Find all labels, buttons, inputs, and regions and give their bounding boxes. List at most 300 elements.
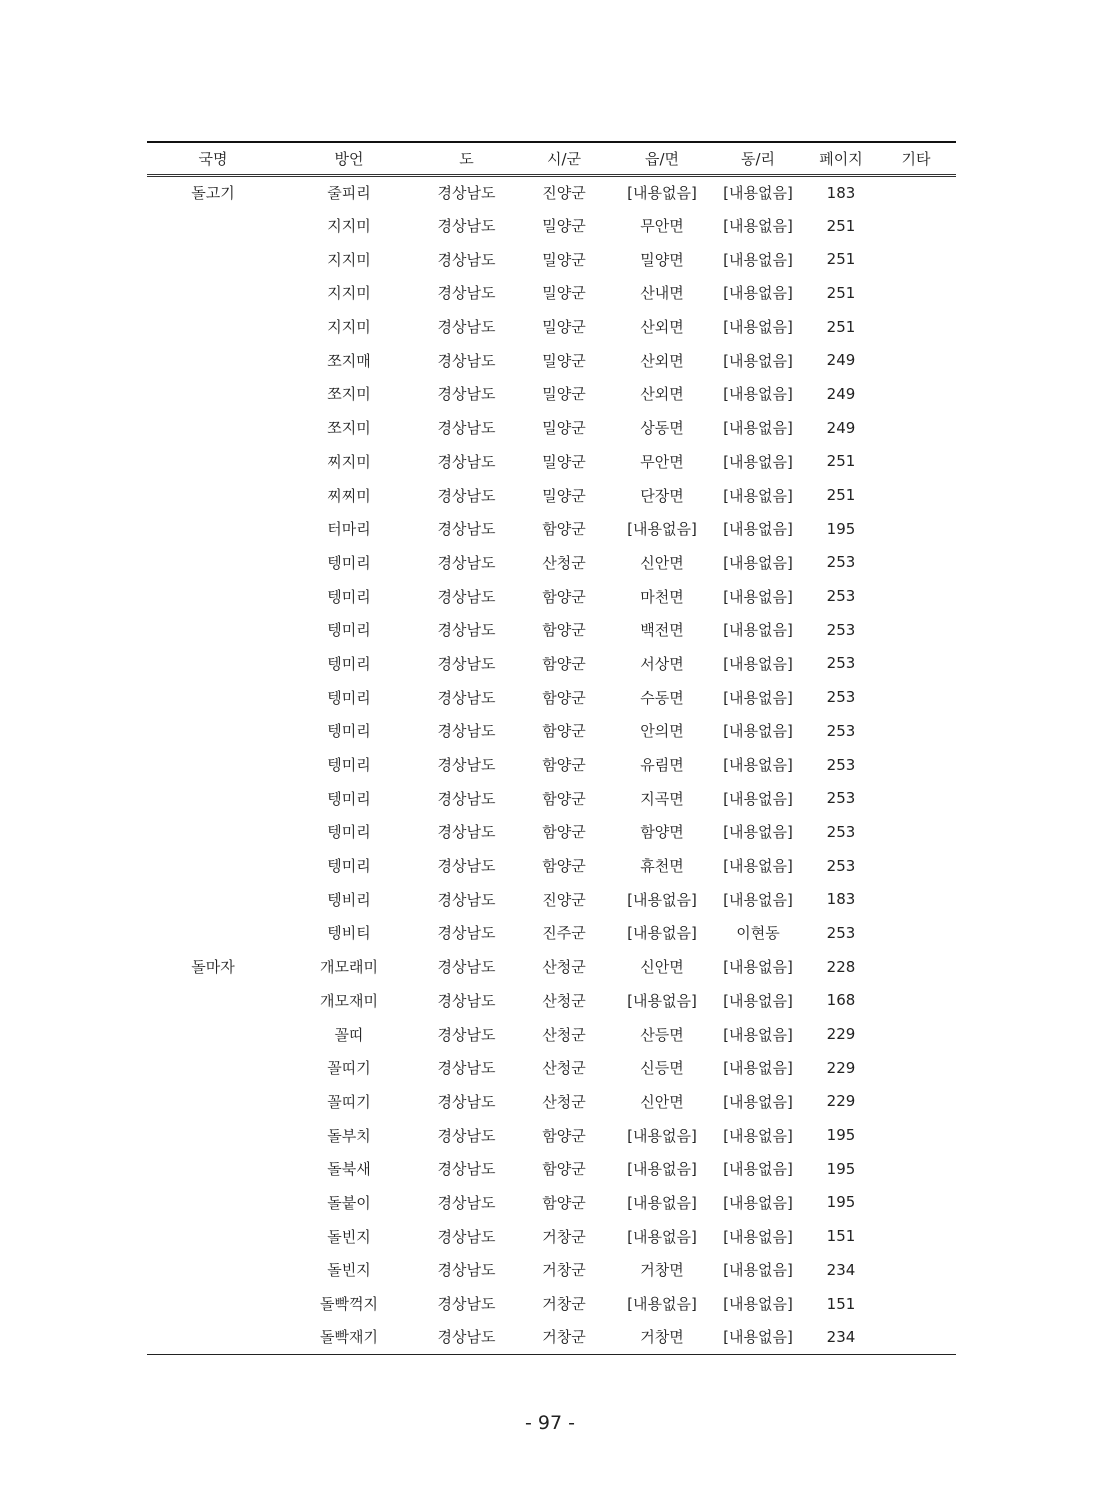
table-row — [147, 1320, 956, 1354]
cell-province: 경상남도 — [437, 1295, 496, 1314]
table-row — [147, 579, 956, 613]
cell-dialect: 꼴띠기 — [327, 1092, 371, 1111]
cell-other — [876, 1085, 956, 1119]
cell-town: [내용없음] — [627, 991, 697, 1010]
cell-species-name — [147, 343, 279, 377]
cell-village: [내용없음] — [723, 1193, 793, 1212]
cell-species-name — [147, 445, 279, 479]
cell-dialect: 찌찌미 — [327, 486, 371, 505]
cell-village: [내용없음] — [723, 857, 793, 876]
cell-province: 경상남도 — [437, 857, 496, 876]
cell-species-name: 돌마자 — [191, 958, 235, 977]
cell-species-name — [147, 411, 279, 445]
cell-other — [876, 748, 956, 782]
cell-town: 거창면 — [640, 1261, 684, 1280]
cell-other — [876, 478, 956, 512]
cell-other — [876, 916, 956, 950]
cell-city-county: 밀양군 — [542, 284, 586, 303]
cell-dialect: 텡미리 — [327, 722, 371, 741]
cell-province: 경상남도 — [437, 1059, 496, 1078]
cell-other — [876, 209, 956, 243]
cell-dialect: 돌빈지 — [327, 1261, 371, 1280]
cell-city-county: 진양군 — [542, 184, 586, 203]
cell-city-county: 함양군 — [542, 654, 586, 673]
table-row — [147, 343, 956, 377]
cell-species-name — [147, 1017, 279, 1051]
cell-city-county: 밀양군 — [542, 486, 586, 505]
cell-other — [876, 1051, 956, 1085]
cell-city-county: 산청군 — [542, 1059, 586, 1078]
cell-species-name — [147, 1152, 279, 1186]
cell-dialect: 텡비티 — [327, 924, 371, 943]
cell-page: 249 — [826, 418, 856, 437]
cell-species-name — [147, 613, 279, 647]
cell-town: 산외면 — [640, 385, 684, 404]
cell-dialect: 지지미 — [327, 217, 371, 236]
cell-species-name — [147, 647, 279, 681]
table-row — [147, 613, 956, 647]
cell-town: 산외면 — [640, 351, 684, 370]
cell-dialect: 텡미리 — [327, 587, 371, 606]
header-dialect: 방언 — [279, 142, 419, 175]
table-row — [147, 916, 956, 950]
cell-page: 253 — [826, 553, 856, 572]
cell-city-county: 진양군 — [542, 890, 586, 909]
cell-dialect: 꼴띠 — [334, 1025, 364, 1044]
cell-city-county: 함양군 — [542, 1193, 586, 1212]
cell-village: [내용없음] — [723, 1059, 793, 1078]
cell-species-name — [147, 781, 279, 815]
cell-city-county: 함양군 — [542, 756, 586, 775]
table-row — [147, 512, 956, 546]
cell-other — [876, 1287, 956, 1321]
table-row — [147, 276, 956, 310]
cell-town: 단장면 — [640, 486, 684, 505]
cell-other — [876, 1152, 956, 1186]
cell-town: 무안면 — [640, 452, 684, 471]
table-row — [147, 1253, 956, 1287]
cell-species-name — [147, 714, 279, 748]
cell-species-name — [147, 1219, 279, 1253]
cell-page: 195 — [826, 1126, 856, 1145]
header-town: 읍/면 — [614, 142, 710, 175]
cell-species-name — [147, 242, 279, 276]
table-row — [147, 242, 956, 276]
cell-village: [내용없음] — [723, 587, 793, 606]
cell-town: 백전면 — [640, 621, 684, 640]
cell-village: [내용없음] — [723, 452, 793, 471]
cell-province: 경상남도 — [437, 351, 496, 370]
cell-village: [내용없음] — [723, 553, 793, 572]
cell-species-name — [147, 748, 279, 782]
cell-town: [내용없음] — [627, 1126, 697, 1145]
cell-village: [내용없음] — [723, 1227, 793, 1246]
cell-province: 경상남도 — [437, 991, 496, 1010]
cell-dialect: 텡비리 — [327, 890, 371, 909]
header-page: 페이지 — [806, 142, 876, 175]
cell-page: 195 — [826, 1193, 856, 1212]
cell-village: [내용없음] — [723, 217, 793, 236]
cell-town: 함양면 — [640, 823, 684, 842]
cell-other — [876, 950, 956, 984]
cell-other — [876, 310, 956, 344]
cell-other — [876, 849, 956, 883]
cell-city-county: 함양군 — [542, 587, 586, 606]
cell-dialect: 쪼지미 — [327, 385, 371, 404]
cell-dialect: 꼴띠기 — [327, 1059, 371, 1078]
cell-province: 경상남도 — [437, 284, 496, 303]
table-row — [147, 680, 956, 714]
cell-village: [내용없음] — [723, 1295, 793, 1314]
table-row — [147, 310, 956, 344]
cell-village: [내용없음] — [723, 688, 793, 707]
cell-city-county: 산청군 — [542, 553, 586, 572]
cell-village: [내용없음] — [710, 1320, 806, 1354]
cell-village: [내용없음] — [723, 1092, 793, 1111]
cell-dialect: 줄피리 — [327, 184, 371, 203]
cell-town: [내용없음] — [627, 1295, 697, 1314]
cell-province: 경상남도 — [437, 318, 496, 337]
cell-town: 거창면 — [614, 1320, 710, 1354]
cell-town: 지곡면 — [640, 789, 684, 808]
cell-village: [내용없음] — [723, 419, 793, 438]
cell-page: 251 — [826, 452, 856, 471]
cell-dialect: 찌지미 — [327, 452, 371, 471]
table-body — [147, 175, 956, 1354]
cell-species-name — [147, 276, 279, 310]
cell-species-name — [147, 546, 279, 580]
dialect-table — [147, 141, 956, 1355]
cell-page: 195 — [826, 1159, 856, 1178]
table-row — [147, 1152, 956, 1186]
cell-village: [내용없음] — [723, 654, 793, 673]
cell-province: 경상남도 — [437, 587, 496, 606]
cell-dialect: 쪼지매 — [327, 351, 371, 370]
cell-species-name — [147, 209, 279, 243]
cell-province: 경상남도 — [437, 385, 496, 404]
cell-page: 251 — [826, 317, 856, 336]
cell-town: 유림면 — [640, 756, 684, 775]
table-row — [147, 411, 956, 445]
cell-page: 234 — [826, 1260, 856, 1279]
table-row — [147, 815, 956, 849]
cell-town: 상동면 — [640, 419, 684, 438]
cell-species-name — [147, 579, 279, 613]
cell-species-name — [147, 1051, 279, 1085]
cell-city-county: 산청군 — [542, 991, 586, 1010]
table-row — [147, 546, 956, 580]
cell-dialect: 개모재미 — [320, 991, 378, 1010]
cell-city-county: 거창군 — [542, 1295, 586, 1314]
cell-province: 경상남도 — [437, 688, 496, 707]
cell-province: 경상남도 — [419, 1320, 514, 1354]
cell-page: 253 — [826, 789, 856, 808]
cell-province: 경상남도 — [437, 1126, 496, 1145]
cell-city-county: 밀양군 — [542, 217, 586, 236]
cell-page: 253 — [826, 688, 856, 707]
table-row — [147, 1186, 956, 1220]
cell-dialect: 돌부치 — [327, 1126, 371, 1145]
table-row — [147, 849, 956, 883]
cell-other — [876, 546, 956, 580]
cell-province: 경상남도 — [437, 250, 496, 269]
cell-page: 253 — [826, 587, 856, 606]
cell-other — [876, 1253, 956, 1287]
table-header — [147, 142, 956, 175]
cell-species-name — [147, 310, 279, 344]
cell-page: 183 — [826, 890, 856, 909]
table-row — [147, 1287, 956, 1321]
cell-city-county: 거창군 — [542, 1227, 586, 1246]
cell-province: 경상남도 — [437, 1160, 496, 1179]
cell-village: [내용없음] — [723, 351, 793, 370]
cell-other — [876, 1320, 956, 1354]
cell-dialect: 텡미리 — [327, 823, 371, 842]
cell-province: 경상남도 — [437, 722, 496, 741]
cell-other — [876, 613, 956, 647]
cell-town: [내용없음] — [627, 890, 697, 909]
cell-village: [내용없음] — [723, 789, 793, 808]
cell-other — [876, 815, 956, 849]
cell-species-name — [147, 1118, 279, 1152]
cell-dialect: 텡미리 — [327, 789, 371, 808]
cell-town: 휴천면 — [640, 857, 684, 876]
table-row — [147, 377, 956, 411]
header-row — [147, 142, 956, 175]
cell-city-county: 함양군 — [542, 520, 586, 539]
cell-village: [내용없음] — [723, 318, 793, 337]
cell-town: 산내면 — [640, 284, 684, 303]
cell-city-county: 함양군 — [542, 621, 586, 640]
cell-page: 249 — [826, 384, 856, 403]
cell-page: 253 — [826, 721, 856, 740]
cell-city-county: 밀양군 — [542, 318, 586, 337]
cell-town: 신안면 — [640, 553, 684, 572]
cell-province: 경상남도 — [437, 452, 496, 471]
cell-other — [876, 276, 956, 310]
cell-province: 경상남도 — [437, 1193, 496, 1212]
cell-other — [876, 882, 956, 916]
table-row — [147, 781, 956, 815]
cell-village: [내용없음] — [723, 958, 793, 977]
cell-province: 경상남도 — [437, 890, 496, 909]
cell-page: 251 — [826, 486, 856, 505]
table-row — [147, 1118, 956, 1152]
cell-dialect: 돌빈지 — [327, 1227, 371, 1246]
cell-species-name — [147, 1253, 279, 1287]
cell-other — [876, 647, 956, 681]
cell-town: 산외면 — [640, 318, 684, 337]
cell-other — [876, 343, 956, 377]
cell-species-name — [147, 478, 279, 512]
cell-province: 경상남도 — [437, 184, 496, 203]
cell-page: 151 — [826, 1227, 856, 1246]
table-row — [147, 714, 956, 748]
cell-province: 경상남도 — [437, 756, 496, 775]
cell-page: 151 — [826, 1294, 856, 1313]
cell-village: [내용없음] — [723, 1261, 793, 1280]
table-row — [147, 478, 956, 512]
cell-dialect: 텡미리 — [327, 756, 371, 775]
cell-species-name — [147, 1186, 279, 1220]
header-city-county: 시/군 — [514, 142, 614, 175]
cell-city-county: 함양군 — [542, 688, 586, 707]
cell-dialect: 쪼지미 — [327, 419, 371, 438]
table-row — [147, 209, 956, 243]
cell-species-name — [147, 1085, 279, 1119]
cell-province: 경상남도 — [437, 419, 496, 438]
cell-page: 251 — [826, 250, 856, 269]
cell-town: [내용없음] — [627, 1193, 697, 1212]
header-province: 도 — [419, 142, 514, 175]
cell-city-county: 함양군 — [542, 1126, 586, 1145]
cell-species-name — [147, 512, 279, 546]
cell-dialect: 텡미리 — [327, 621, 371, 640]
cell-other — [876, 1017, 956, 1051]
cell-town: 밀양면 — [640, 250, 684, 269]
cell-village: [내용없음] — [723, 1160, 793, 1179]
cell-village: [내용없음] — [723, 823, 793, 842]
cell-species-name — [147, 815, 279, 849]
header-species-name: 국명 — [147, 142, 279, 175]
cell-village: [내용없음] — [723, 621, 793, 640]
dialect-table-container — [147, 141, 956, 1355]
cell-village: [내용없음] — [723, 991, 793, 1010]
cell-dialect: 돌빡재기 — [279, 1320, 419, 1354]
cell-page: 251 — [826, 283, 856, 302]
cell-village: [내용없음] — [723, 520, 793, 539]
cell-species-name — [147, 680, 279, 714]
cell-page: 234 — [806, 1320, 876, 1354]
cell-other — [876, 1118, 956, 1152]
cell-province: 경상남도 — [437, 621, 496, 640]
cell-city-county: 함양군 — [542, 722, 586, 741]
cell-province: 경상남도 — [437, 520, 496, 539]
table-row — [147, 1051, 956, 1085]
cell-province: 경상남도 — [437, 1227, 496, 1246]
table-row — [147, 950, 956, 984]
cell-page: 195 — [826, 519, 856, 538]
cell-town: 산등면 — [640, 1025, 684, 1044]
cell-village: [내용없음] — [723, 385, 793, 404]
cell-species-name — [147, 849, 279, 883]
cell-page: 253 — [826, 856, 856, 875]
table-row — [147, 748, 956, 782]
table-row — [147, 984, 956, 1018]
cell-other — [876, 781, 956, 815]
cell-dialect: 터마리 — [327, 520, 371, 539]
cell-species-name — [147, 984, 279, 1018]
cell-village: [내용없음] — [723, 184, 793, 203]
cell-city-county: 밀양군 — [542, 250, 586, 269]
header-other: 기타 — [876, 142, 956, 175]
cell-page: 229 — [826, 1058, 856, 1077]
cell-city-county: 밀양군 — [542, 351, 586, 370]
cell-dialect: 지지미 — [327, 318, 371, 337]
table-row — [147, 1219, 956, 1253]
table-row — [147, 882, 956, 916]
cell-dialect: 텡미리 — [327, 553, 371, 572]
cell-village: [내용없음] — [723, 890, 793, 909]
cell-town: 신등면 — [640, 1059, 684, 1078]
cell-page: 253 — [826, 654, 856, 673]
cell-page: 229 — [826, 1025, 856, 1044]
cell-town: 서상면 — [640, 654, 684, 673]
cell-city-county: 밀양군 — [542, 385, 586, 404]
cell-city-county: 함양군 — [542, 1160, 586, 1179]
table-row — [147, 445, 956, 479]
table-row — [147, 647, 956, 681]
cell-other — [876, 411, 956, 445]
cell-town: 무안면 — [640, 217, 684, 236]
cell-town: 신안면 — [640, 958, 684, 977]
cell-city-county: 거창군 — [514, 1320, 614, 1354]
cell-province: 경상남도 — [437, 789, 496, 808]
cell-province: 경상남도 — [437, 486, 496, 505]
cell-dialect: 돌붙이 — [327, 1193, 371, 1212]
cell-province: 경상남도 — [437, 654, 496, 673]
table-row — [147, 1085, 956, 1119]
cell-dialect: 돌북새 — [327, 1160, 371, 1179]
cell-town: 신안면 — [640, 1092, 684, 1111]
cell-town: [내용없음] — [627, 1227, 697, 1246]
cell-dialect: 텡미리 — [327, 654, 371, 673]
cell-other — [876, 175, 956, 209]
cell-village: [내용없음] — [723, 756, 793, 775]
cell-other — [876, 242, 956, 276]
cell-province: 경상남도 — [437, 1025, 496, 1044]
cell-village: [내용없음] — [723, 1025, 793, 1044]
cell-page: 183 — [826, 183, 856, 202]
cell-page: 253 — [826, 620, 856, 639]
cell-city-county: 밀양군 — [542, 419, 586, 438]
cell-dialect: 텡미리 — [327, 688, 371, 707]
cell-page: 251 — [826, 216, 856, 235]
cell-province: 경상남도 — [437, 1261, 496, 1280]
cell-city-county: 산청군 — [542, 958, 586, 977]
table-row — [147, 175, 956, 209]
cell-village: [내용없음] — [723, 284, 793, 303]
cell-dialect: 개모래미 — [320, 958, 378, 977]
cell-page: 253 — [826, 923, 856, 942]
cell-species-name — [147, 1320, 279, 1354]
cell-village: [내용없음] — [723, 486, 793, 505]
cell-species-name — [147, 916, 279, 950]
cell-page: 253 — [826, 822, 856, 841]
cell-city-county: 함양군 — [542, 823, 586, 842]
cell-page: 228 — [826, 957, 856, 976]
cell-town: [내용없음] — [627, 520, 697, 539]
cell-town: [내용없음] — [627, 924, 697, 943]
cell-species-name — [147, 882, 279, 916]
cell-town: [내용없음] — [627, 1160, 697, 1179]
cell-province: 경상남도 — [437, 553, 496, 572]
cell-city-county: 산청군 — [542, 1025, 586, 1044]
cell-city-county: 함양군 — [542, 789, 586, 808]
cell-species-name — [147, 377, 279, 411]
cell-province: 경상남도 — [437, 823, 496, 842]
cell-page: 168 — [826, 991, 856, 1010]
cell-page: 253 — [826, 755, 856, 774]
cell-city-county: 밀양군 — [542, 452, 586, 471]
cell-species-name — [147, 1287, 279, 1321]
cell-city-county: 거창군 — [542, 1261, 586, 1280]
cell-other — [876, 445, 956, 479]
cell-dialect: 지지미 — [327, 284, 371, 303]
cell-province: 경상남도 — [437, 958, 496, 977]
cell-other — [876, 680, 956, 714]
cell-city-county: 산청군 — [542, 1092, 586, 1111]
